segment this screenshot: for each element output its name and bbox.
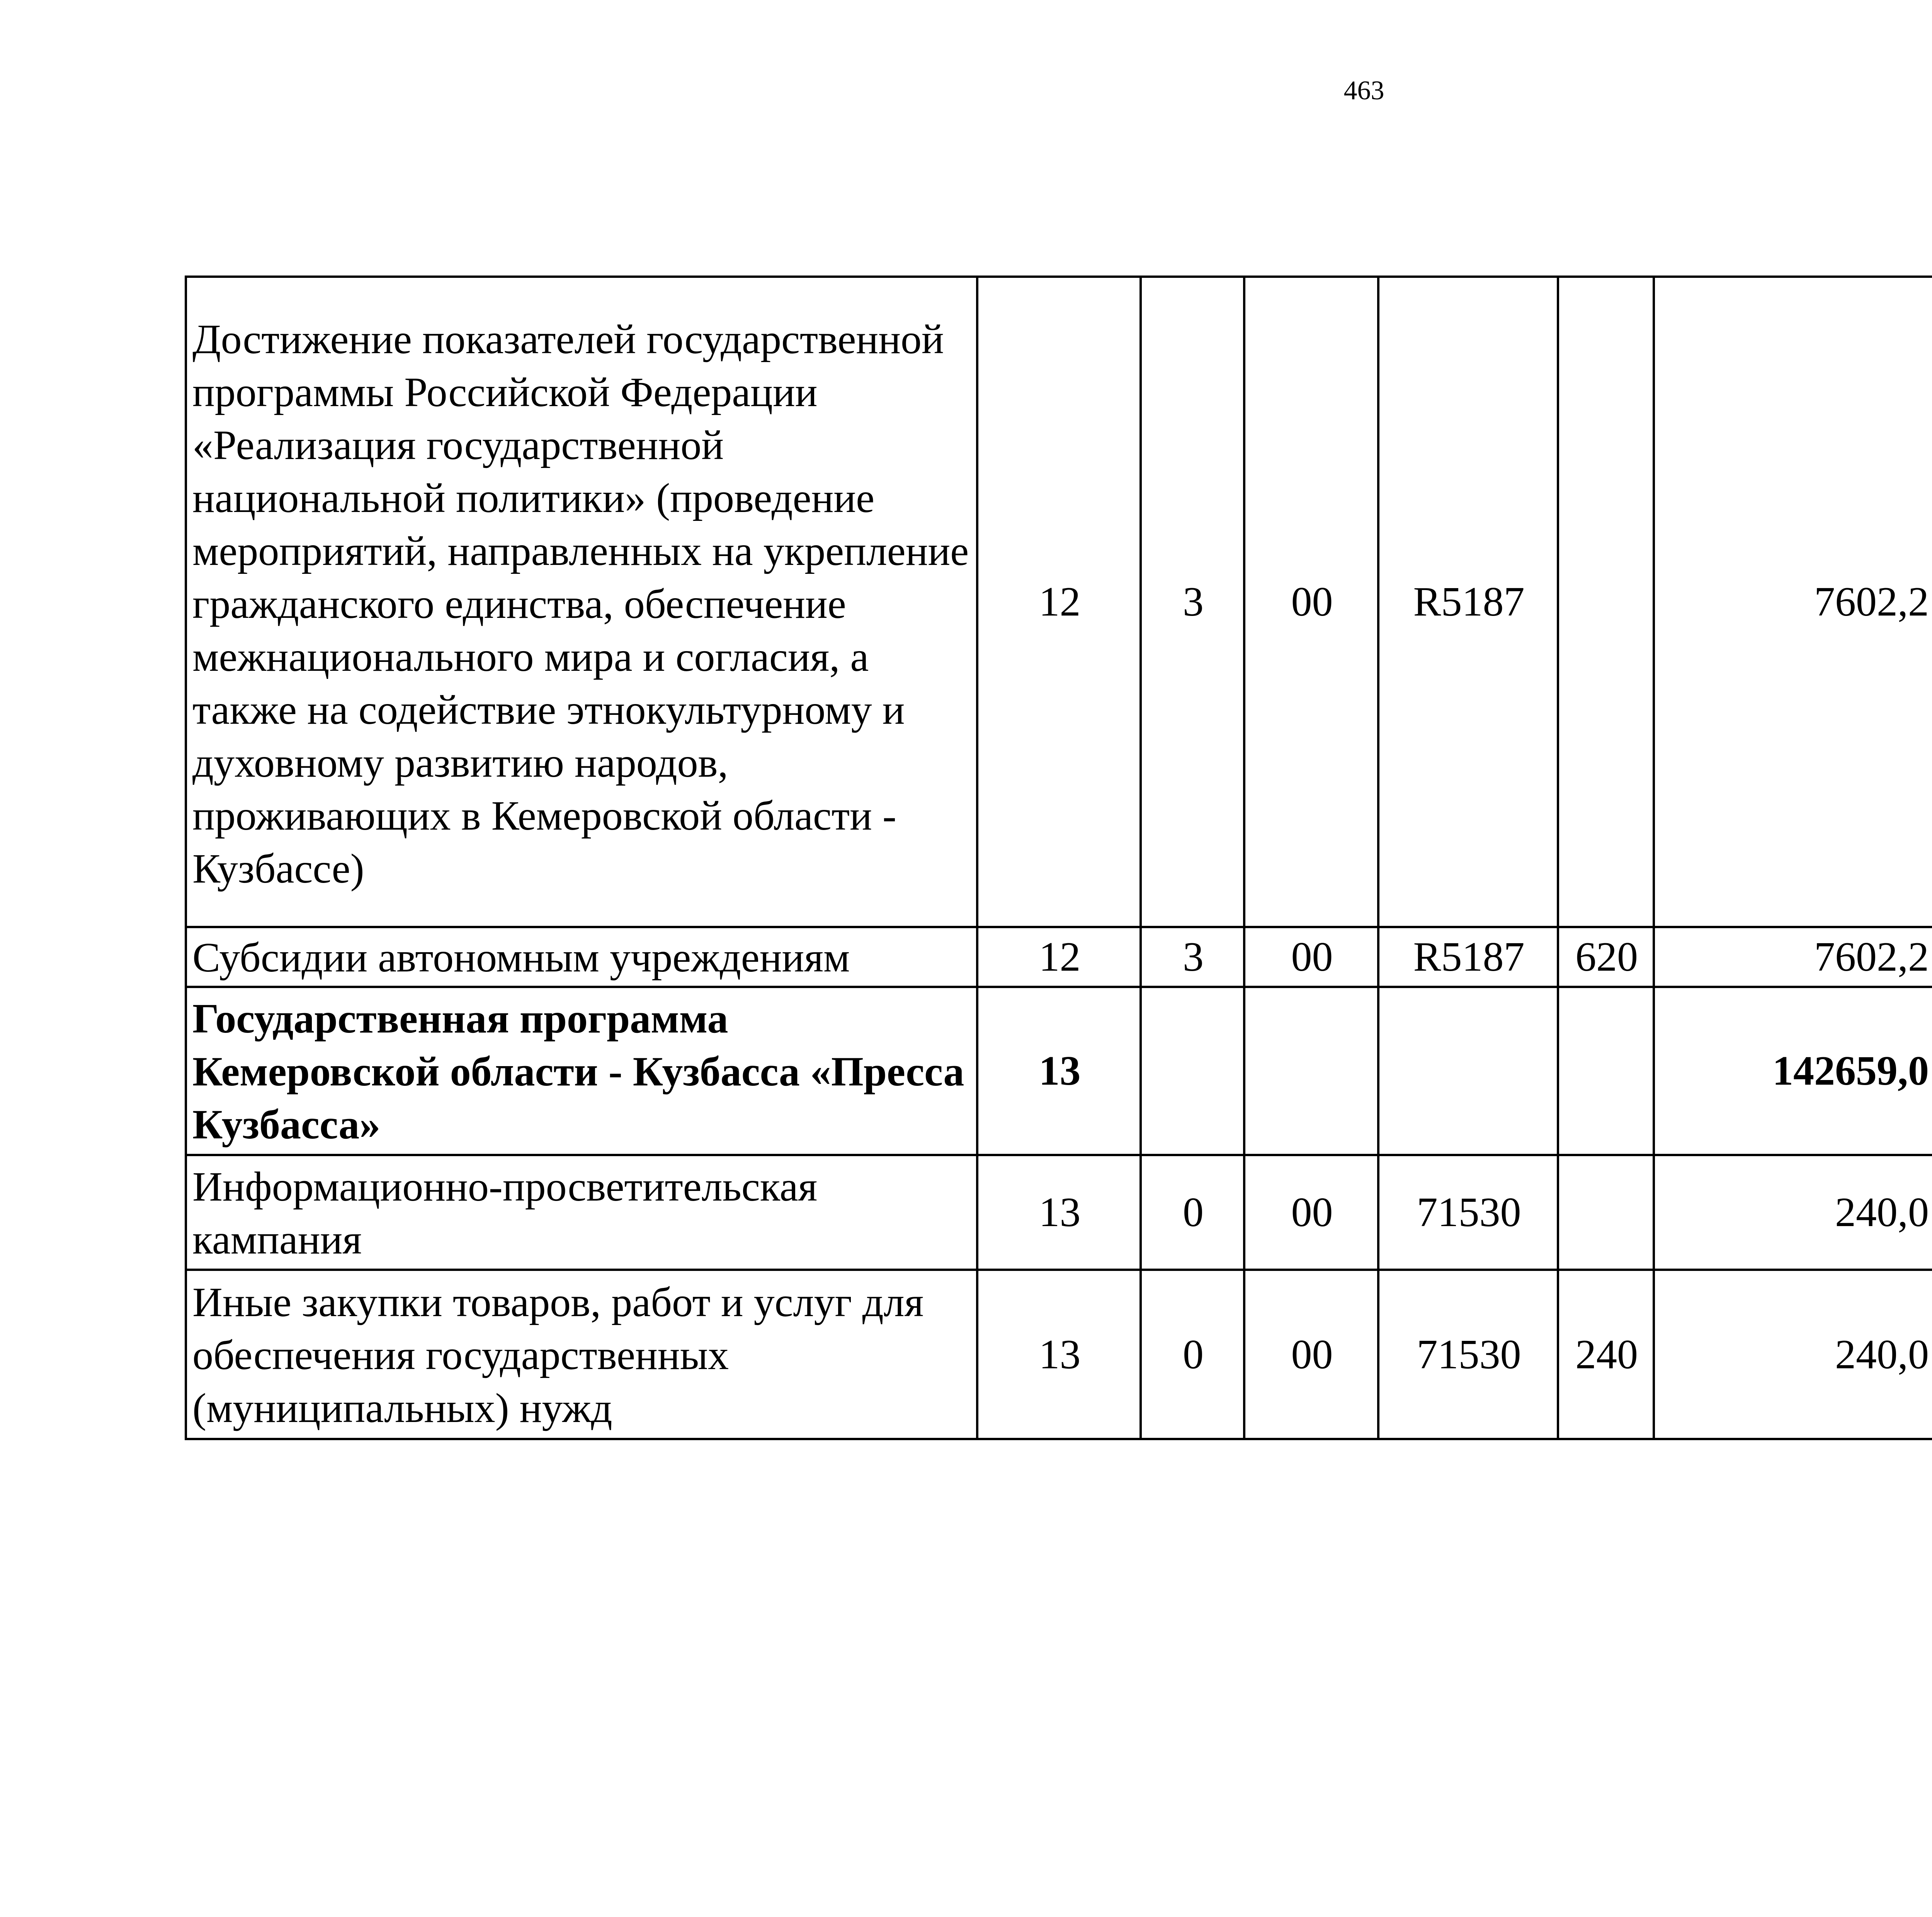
direction-code [1244, 987, 1378, 1155]
table-row [186, 1155, 1932, 1270]
program-code: 13 [977, 1270, 1141, 1439]
table-row [186, 277, 1932, 927]
table-row-program-total [186, 987, 1932, 1155]
direction-code: 00 [1244, 1155, 1378, 1270]
row-name: Субсидии автономным учреждениям [186, 927, 977, 987]
program-code: 12 [977, 277, 1141, 927]
expense-type-code [1558, 1155, 1654, 1270]
direction-code: 00 [1244, 927, 1378, 987]
program-code: 13 [977, 987, 1141, 1155]
expense-type-code: 620 [1558, 927, 1654, 987]
expense-code: R5187 [1378, 277, 1558, 927]
budget-table [185, 276, 1932, 1440]
program-code: 13 [977, 1155, 1141, 1270]
row-name: Информационно-просветительская кампания [186, 1155, 977, 1270]
amount-1: 7602,2 [1654, 277, 1932, 927]
expense-type-code: 240 [1558, 1270, 1654, 1439]
amount-1: 7602,2 [1654, 927, 1932, 987]
subprogram-code: 0 [1141, 1155, 1244, 1270]
subprogram-code: 3 [1141, 927, 1244, 987]
expense-code: 71530 [1378, 1155, 1558, 1270]
direction-code: 00 [1244, 1270, 1378, 1439]
expense-code: R5187 [1378, 927, 1558, 987]
page-number: 463 [1344, 76, 1384, 105]
expense-type-code [1558, 987, 1654, 1155]
table-row [186, 927, 1932, 987]
amount-1: 240,0 [1654, 1155, 1932, 1270]
row-name: Достижение показателей государственной программы Российской Федерации «Реализация государственной национальной политики» (проведение мероприятий, направленных на укрепление гражданского единства, обеспечение межнационального мира и согласия, а также на содействие этнокультурному и духовному развитию народов, проживающих в Кемеровской области - Кузбассе) [186, 277, 977, 927]
subprogram-code: 3 [1141, 277, 1244, 927]
expense-type-code [1558, 277, 1654, 927]
amount-1: 240,0 [1654, 1270, 1932, 1439]
program-code: 12 [977, 927, 1141, 987]
table-row [186, 1270, 1932, 1439]
expense-code [1378, 987, 1558, 1155]
expense-code: 71530 [1378, 1270, 1558, 1439]
subprogram-code: 0 [1141, 1270, 1244, 1439]
direction-code: 00 [1244, 277, 1378, 927]
row-name: Государственная программа Кемеровской области - Кузбасса «Пресса Кузбасса» [186, 987, 977, 1155]
subprogram-code [1141, 987, 1244, 1155]
row-name: Иные закупки товаров, работ и услуг для обеспечения государственных (муниципальных) нужд [186, 1270, 977, 1439]
amount-1: 142659,0 [1654, 987, 1932, 1155]
